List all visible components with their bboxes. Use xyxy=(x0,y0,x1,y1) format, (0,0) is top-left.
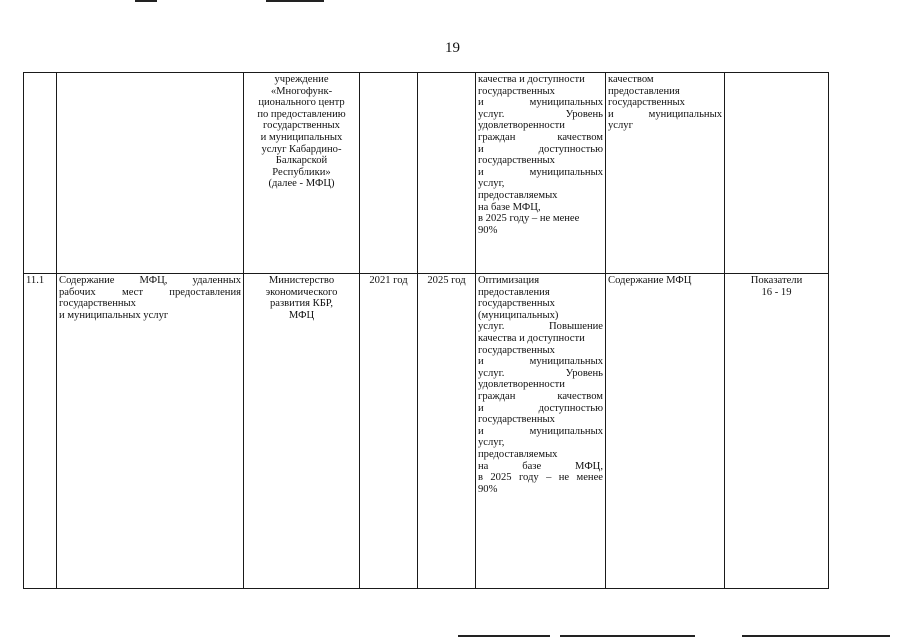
program-table xyxy=(23,72,829,589)
text-line: Содержание МФЦ, удаленных xyxy=(59,275,241,286)
text-line: Оптимизация xyxy=(478,275,540,286)
cell-end: 2025 год xyxy=(418,274,476,589)
text-line: и муниципальных услуг xyxy=(59,309,169,321)
text-line: и доступностью xyxy=(478,143,603,155)
text-line: по предоставлению xyxy=(257,108,346,120)
cell-result xyxy=(476,274,606,589)
scan-mark-bottom-1 xyxy=(458,635,550,637)
result-text xyxy=(478,275,603,495)
cell-indicator xyxy=(606,73,725,274)
cell-num xyxy=(24,73,57,274)
text-line: Балкарской xyxy=(275,155,328,167)
cell-indicator: Содержание МФЦ xyxy=(606,274,725,589)
cell-link xyxy=(725,73,829,274)
organization-text xyxy=(246,275,357,321)
text-line: и муниципальных xyxy=(260,131,343,143)
text-line: рабочих мест предоставления xyxy=(59,286,241,298)
text-line: услуг. Уровень xyxy=(478,367,603,379)
text-line: государственных xyxy=(478,298,555,310)
text-line: предоставления xyxy=(478,286,550,298)
text-line: услуг Кабардино- xyxy=(261,143,342,155)
text-line: предоставляемых xyxy=(478,448,558,460)
text-line: услуг. Повышение xyxy=(478,321,603,333)
text-line: услуг, xyxy=(478,178,505,190)
indicator-text xyxy=(608,74,722,132)
text-line: учреждение xyxy=(274,74,329,85)
text-line: Министерство xyxy=(268,275,335,286)
text-line: государственных xyxy=(478,85,555,97)
scan-mark-bottom-3 xyxy=(742,635,890,637)
text-line: предоставления xyxy=(608,85,680,97)
scan-mark-top-2 xyxy=(266,0,324,2)
text-line: качеством xyxy=(608,74,654,85)
text-line: 90% xyxy=(478,483,498,495)
text-line: государственных xyxy=(263,120,340,132)
text-line: (далее - МФЦ) xyxy=(268,178,335,190)
text-line: МФЦ xyxy=(288,309,315,321)
text-line: качества и доступности xyxy=(478,332,585,344)
text-line: экономического xyxy=(265,286,338,298)
text-line: услуг. Уровень xyxy=(478,108,603,120)
text-line: на базе МФЦ, xyxy=(478,201,541,213)
text-line: на базе МФЦ, xyxy=(478,460,603,472)
text-line: ционального центр xyxy=(258,97,345,109)
text-line: государственных xyxy=(478,414,555,426)
text-line: государственных xyxy=(478,155,555,167)
text-line: удовлетворенности xyxy=(478,120,565,132)
text-line: граждан качеством xyxy=(478,131,603,143)
cell-name xyxy=(57,73,244,274)
result-text xyxy=(478,74,603,236)
text-line: и муниципальных xyxy=(478,356,603,368)
scan-mark-bottom-2 xyxy=(560,635,695,637)
text-line: удовлетворенности xyxy=(478,379,565,391)
text-line: и доступностью xyxy=(478,402,603,414)
text-line: предоставляемых xyxy=(478,189,558,201)
text-line: Республики» xyxy=(272,166,331,178)
text-line: государственных xyxy=(478,344,555,356)
cell-end xyxy=(418,73,476,274)
text-line: услуг xyxy=(608,120,633,132)
name-text xyxy=(59,275,241,321)
text-line: государственных xyxy=(608,97,685,109)
text-line: и муниципальных xyxy=(478,166,603,178)
text-line: в 2025 году – не менее xyxy=(478,472,603,484)
cell-num: 11.1 xyxy=(24,274,57,589)
text-line: (муниципальных) xyxy=(478,309,559,321)
cell-name xyxy=(57,274,244,589)
text-line: и муниципальных xyxy=(608,108,722,120)
organization-text xyxy=(246,74,357,190)
text-line: развития КБР, xyxy=(269,298,334,310)
text-line: 16 - 19 xyxy=(761,286,792,298)
cell-result xyxy=(476,73,606,274)
text-line: Показатели xyxy=(750,275,803,286)
cell-organization xyxy=(244,73,360,274)
text-line: «Многофунк- xyxy=(270,85,333,97)
cell-start xyxy=(360,73,418,274)
cell-link xyxy=(725,274,829,589)
text-line: граждан качеством xyxy=(478,390,603,402)
scan-mark-top-1 xyxy=(135,0,157,2)
text-line: 90% xyxy=(478,224,498,236)
page-number: 19 xyxy=(445,40,460,56)
text-line: услуг, xyxy=(478,437,505,449)
link-text xyxy=(727,275,826,298)
text-line: и муниципальных xyxy=(478,425,603,437)
text-line: государственных xyxy=(59,298,136,310)
table-row-11-1 xyxy=(24,274,829,589)
text-line: в 2025 году – не менее xyxy=(478,213,580,225)
table-row-continued xyxy=(24,73,829,274)
cell-organization xyxy=(244,274,360,589)
text-line: и муниципальных xyxy=(478,97,603,109)
cell-start: 2021 год xyxy=(360,274,418,589)
text-line: качества и доступности xyxy=(478,74,585,85)
